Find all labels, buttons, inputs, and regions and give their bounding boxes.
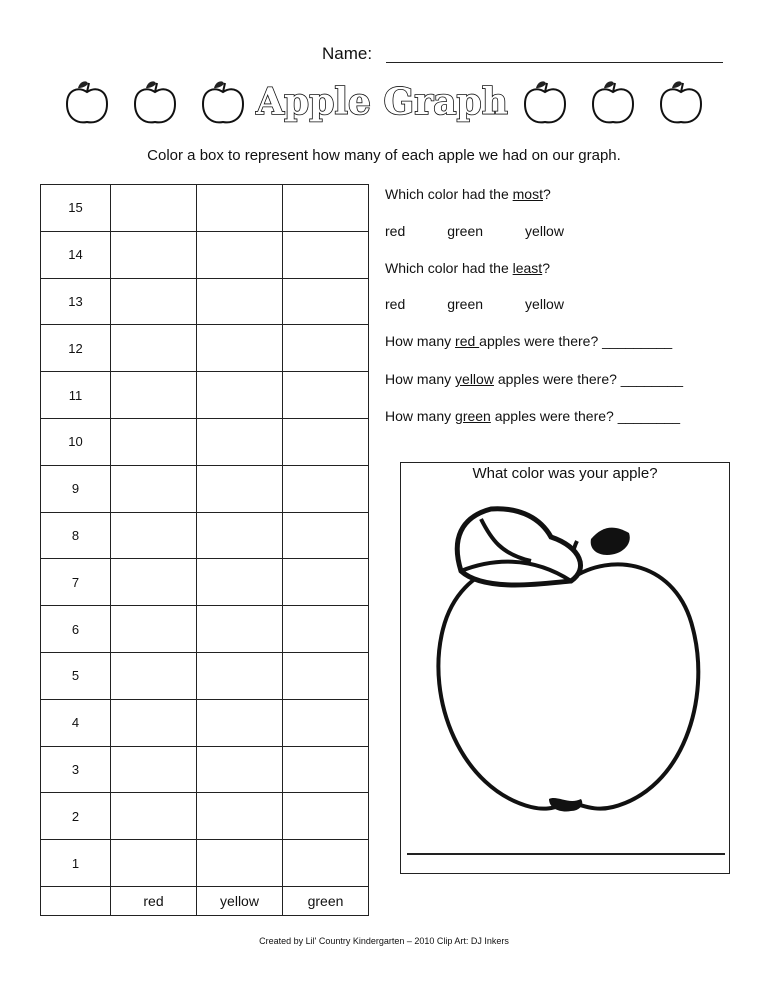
graph-cell-green[interactable] <box>283 325 369 372</box>
options-least <box>385 296 606 312</box>
apple-icon <box>522 78 568 126</box>
graph-row <box>41 185 369 232</box>
graph-cell-green[interactable] <box>283 559 369 606</box>
option-red[interactable]: red <box>385 296 406 312</box>
name-input-line[interactable] <box>386 62 723 63</box>
apple-color-box <box>400 462 730 874</box>
apple-answer-line[interactable] <box>407 853 725 855</box>
graph-cell-yellow[interactable] <box>197 418 283 465</box>
row-number-label: 14 <box>41 231 111 278</box>
apple-icon <box>64 78 110 126</box>
option-green[interactable]: green <box>447 223 484 239</box>
graph-row <box>41 793 369 840</box>
graph-cell-green[interactable] <box>283 746 369 793</box>
graph-cell-yellow[interactable] <box>197 231 283 278</box>
graph-row <box>41 278 369 325</box>
graph-cell-yellow[interactable] <box>197 606 283 653</box>
graph-cell-yellow[interactable] <box>197 372 283 419</box>
row-number-label: 13 <box>41 278 111 325</box>
graph-row <box>41 652 369 699</box>
graph-cell-red[interactable] <box>111 559 197 606</box>
row-number-label: 10 <box>41 418 111 465</box>
graph-cell-green[interactable] <box>283 185 369 232</box>
row-number-label: 1 <box>41 840 111 887</box>
graph-cell-yellow[interactable] <box>197 465 283 512</box>
graph-cell-green[interactable] <box>283 606 369 653</box>
graph-row <box>41 465 369 512</box>
graph-cell-green[interactable] <box>283 418 369 465</box>
apple-icon <box>132 78 178 126</box>
graph-label-row <box>41 886 369 915</box>
graph-cell-yellow[interactable] <box>197 512 283 559</box>
graph-corner-cell <box>41 886 111 915</box>
name-label: Name: <box>322 44 373 63</box>
options-most <box>385 223 606 239</box>
graph-row <box>41 372 369 419</box>
graph-cell-red[interactable] <box>111 699 197 746</box>
graph-cell-yellow[interactable] <box>197 185 283 232</box>
graph-cell-green[interactable] <box>283 465 369 512</box>
column-label-red: red <box>111 886 197 915</box>
graph-cell-red[interactable] <box>111 185 197 232</box>
graph-cell-yellow[interactable] <box>197 699 283 746</box>
graph-cell-red[interactable] <box>111 372 197 419</box>
row-number-label: 4 <box>41 699 111 746</box>
graph-row <box>41 559 369 606</box>
graph-cell-red[interactable] <box>111 465 197 512</box>
graph-row <box>41 840 369 887</box>
instructions: Color a box to represent how many of each apple we had on our graph. <box>147 147 621 164</box>
graph-row <box>41 325 369 372</box>
row-number-label: 3 <box>41 746 111 793</box>
footer-credit: Created by Lil' Country Kindergarten – 2010 Clip Art: DJ Inkers <box>259 936 509 946</box>
graph-cell-yellow[interactable] <box>197 325 283 372</box>
graph-cell-green[interactable] <box>283 231 369 278</box>
graph-cell-yellow[interactable] <box>197 793 283 840</box>
graph-row <box>41 231 369 278</box>
question-most: Which color had the most? <box>385 186 551 202</box>
graph-row <box>41 512 369 559</box>
question-red-count[interactable]: How many red apples were there? _________ <box>385 333 673 349</box>
option-yellow[interactable]: yellow <box>525 223 564 239</box>
graph-cell-red[interactable] <box>111 231 197 278</box>
apple-drawing-icon[interactable] <box>421 499 711 859</box>
graph-cell-green[interactable] <box>283 793 369 840</box>
graph-cell-green[interactable] <box>283 278 369 325</box>
graph-cell-red[interactable] <box>111 325 197 372</box>
column-label-green: green <box>283 886 369 915</box>
graph-cell-yellow[interactable] <box>197 278 283 325</box>
graph-cell-yellow[interactable] <box>197 559 283 606</box>
page-title <box>252 74 512 130</box>
option-red[interactable]: red <box>385 223 406 239</box>
graph-cell-red[interactable] <box>111 840 197 887</box>
graph-cell-yellow[interactable] <box>197 652 283 699</box>
option-green[interactable]: green <box>447 296 484 312</box>
graph-cell-green[interactable] <box>283 652 369 699</box>
question-green-count[interactable]: How many green apples were there? ________ <box>385 408 680 424</box>
svg-text:Apple Graph: Apple Graph <box>256 81 508 123</box>
graph-cell-red[interactable] <box>111 652 197 699</box>
apple-icon <box>590 78 636 126</box>
row-number-label: 5 <box>41 652 111 699</box>
graph-cell-green[interactable] <box>283 512 369 559</box>
row-number-label: 6 <box>41 606 111 653</box>
row-number-label: 12 <box>41 325 111 372</box>
graph-cell-red[interactable] <box>111 418 197 465</box>
apple-icon <box>658 78 704 126</box>
row-number-label: 11 <box>41 372 111 419</box>
graph-cell-red[interactable] <box>111 512 197 559</box>
graph-cell-red[interactable] <box>111 793 197 840</box>
title-banner <box>60 74 708 130</box>
row-number-label: 2 <box>41 793 111 840</box>
graph-row <box>41 746 369 793</box>
row-number-label: 9 <box>41 465 111 512</box>
graph-cell-yellow[interactable] <box>197 746 283 793</box>
apple-icon <box>200 78 246 126</box>
option-yellow[interactable]: yellow <box>525 296 564 312</box>
graph-row <box>41 699 369 746</box>
graph-cell-yellow[interactable] <box>197 840 283 887</box>
graph-cell-red[interactable] <box>111 606 197 653</box>
question-least: Which color had the least? <box>385 260 550 276</box>
apple-box-title: What color was your apple? <box>472 465 658 482</box>
column-label-yellow: yellow <box>197 886 283 915</box>
graph-cell-green[interactable] <box>283 699 369 746</box>
graph-cell-red[interactable] <box>111 278 197 325</box>
graph-row <box>41 418 369 465</box>
apple-graph-grid <box>40 184 369 916</box>
row-number-label: 15 <box>41 185 111 232</box>
graph-row <box>41 606 369 653</box>
row-number-label: 8 <box>41 512 111 559</box>
question-yellow-count[interactable]: How many yellow apples were there? ________ <box>385 371 684 387</box>
graph-cell-green[interactable] <box>283 372 369 419</box>
graph-cell-red[interactable] <box>111 746 197 793</box>
row-number-label: 7 <box>41 559 111 606</box>
graph-cell-green[interactable] <box>283 840 369 887</box>
